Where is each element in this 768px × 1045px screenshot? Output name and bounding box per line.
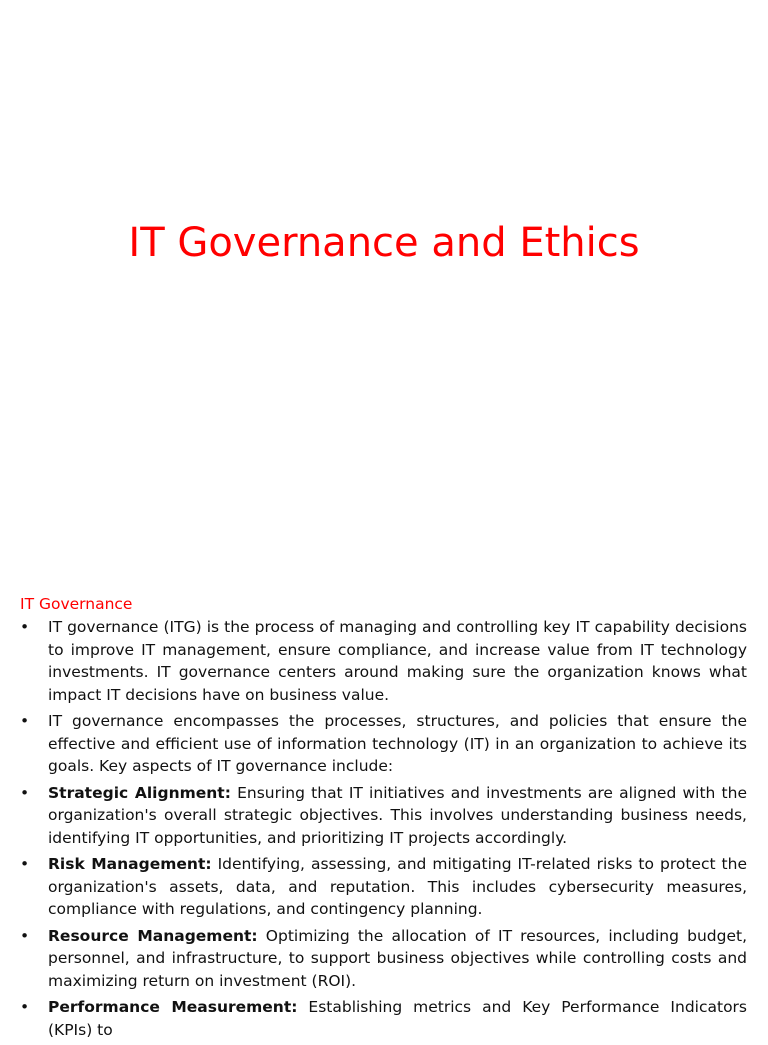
- bullet-icon: •: [20, 998, 30, 1016]
- list-item-text: Establishing metrics and Key Performance Indicators (KPIs) to: [48, 998, 747, 1039]
- list-item-term: Resource Management:: [48, 926, 258, 945]
- list-item: [20, 782, 747, 850]
- page-title: IT Governance and Ethics: [128, 220, 640, 266]
- bullet-list: [20, 616, 747, 1041]
- list-item-text: Optimizing the allocation of IT resources, including budget, personnel, and infrastructure, to support business objectives while controlling costs and maximizing return on investment (ROI).: [48, 926, 748, 990]
- list-item: [20, 925, 747, 993]
- bullet-icon: •: [20, 712, 30, 730]
- list-item-term: Strategic Alignment:: [48, 783, 231, 802]
- list-item-term: Performance Measurement:: [48, 998, 298, 1016]
- bullet-icon: •: [20, 783, 30, 802]
- list-item-text: IT governance (ITG) is the process of managing and controlling key IT capability decisions to improve IT management, ensure compliance, and increase value from IT technology investments. IT governance centers around making sure the organization knows what impact IT decisions have on business value.: [48, 618, 747, 704]
- list-item-term: Risk Management:: [48, 855, 212, 873]
- section-heading: IT Governance: [20, 595, 133, 613]
- list-item: [20, 710, 747, 778]
- list-item: [20, 996, 747, 1041]
- section-it-governance: [20, 593, 747, 1045]
- bullet-icon: •: [20, 926, 30, 945]
- list-item-text: Identifying, assessing, and mitigating IT-related risks to protect the organization's assets, data, and reputation. This includes cybersecurity measures, compliance with regulations, and contingency planning.: [48, 855, 747, 918]
- list-item: [20, 853, 747, 921]
- list-item-text: Ensuring that IT initiatives and investments are aligned with the organization's overall strategic objectives. This involves understanding business needs, identifying IT opportunities, and prioritizing IT projects accordingly.: [48, 783, 747, 847]
- list-item: [20, 616, 747, 706]
- bullet-icon: •: [20, 618, 30, 636]
- list-item-text: IT governance encompasses the processes, structures, and policies that ensure the effective and efficient use of information technology (IT) in an organization to achieve its goals. Key aspects of IT governance include:: [48, 712, 747, 775]
- bullet-icon: •: [20, 855, 30, 873]
